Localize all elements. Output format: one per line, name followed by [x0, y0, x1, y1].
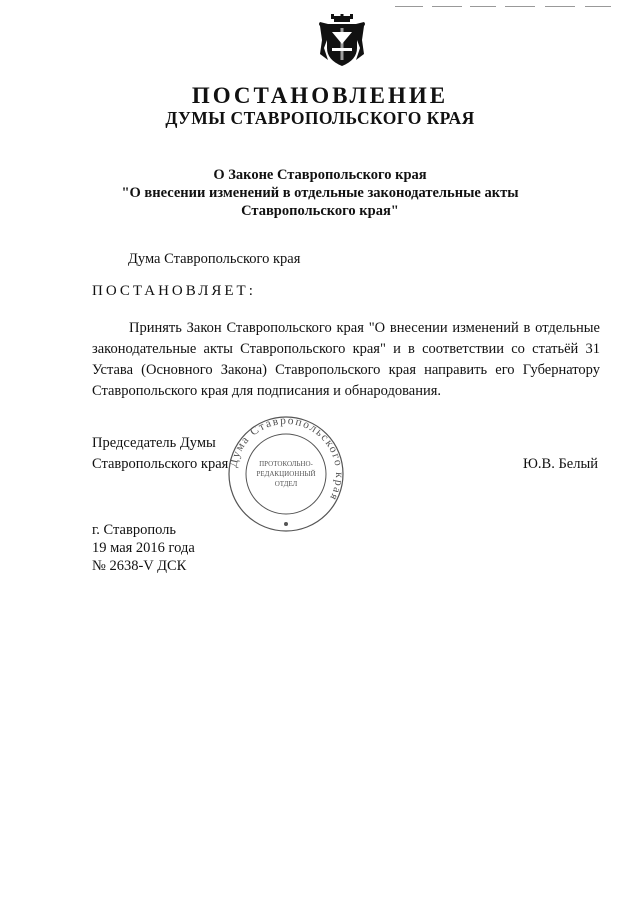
round-stamp — [226, 414, 346, 534]
signatory-position — [92, 433, 228, 475]
signatory-name: Ю.В. Белый — [523, 456, 598, 472]
stamp-inner-line-3: ОТДЕЛ — [274, 480, 298, 488]
stamp-inner-line-2: РЕДАКЦИОННЫЙ — [256, 470, 316, 478]
resolves-heading: ПОСТАНОВЛЯЕТ: — [92, 283, 256, 299]
position-line-2: Ставропольского края — [92, 456, 229, 472]
footer-number: № 2638-V ДСК — [92, 558, 187, 574]
top-edge-line — [585, 6, 611, 7]
document-title: ПОСТАНОВЛЕНИЕ — [191, 83, 449, 108]
subject-line-1: О Законе Ставропольского края — [213, 167, 427, 183]
document-footer — [92, 521, 195, 575]
top-edge-line — [432, 6, 462, 7]
subject-line-2: "О внесении изменений в отдельные законодательные акты — [121, 185, 519, 201]
document-subtitle: ДУМЫ СТАВРОПОЛЬСКОГО КРАЯ — [165, 108, 475, 128]
resolution-paragraph: Принять Закон Ставропольского края "О внесении изменений в отдельные законодательные акты Ставропольского края" и в соответствии со статьёй 31 Устава (Основного Закона) Ставропольского края направить его Губернатору Ставропольского края для подписания и обнародования. — [92, 320, 600, 399]
top-edge-line — [395, 6, 423, 7]
subject-line-3: Ставропольского края" — [241, 203, 399, 219]
coat-of-arms-emblem — [318, 14, 366, 68]
stamp-inner-line-1: ПРОТОКОЛЬНО- — [259, 460, 313, 468]
top-edge-line — [505, 6, 535, 7]
top-edge-line — [545, 6, 575, 7]
footer-date: 19 мая 2016 года — [92, 540, 195, 556]
footer-city: г. Ставрополь — [92, 522, 177, 538]
stamp-outer-text: Дума Ставропольского края — [227, 414, 346, 504]
position-line-1: Председатель Думы — [92, 435, 216, 451]
stamp-dot-icon — [284, 522, 288, 526]
top-edge-line — [470, 6, 496, 7]
issuer-text: Дума Ставропольского края — [128, 251, 301, 267]
